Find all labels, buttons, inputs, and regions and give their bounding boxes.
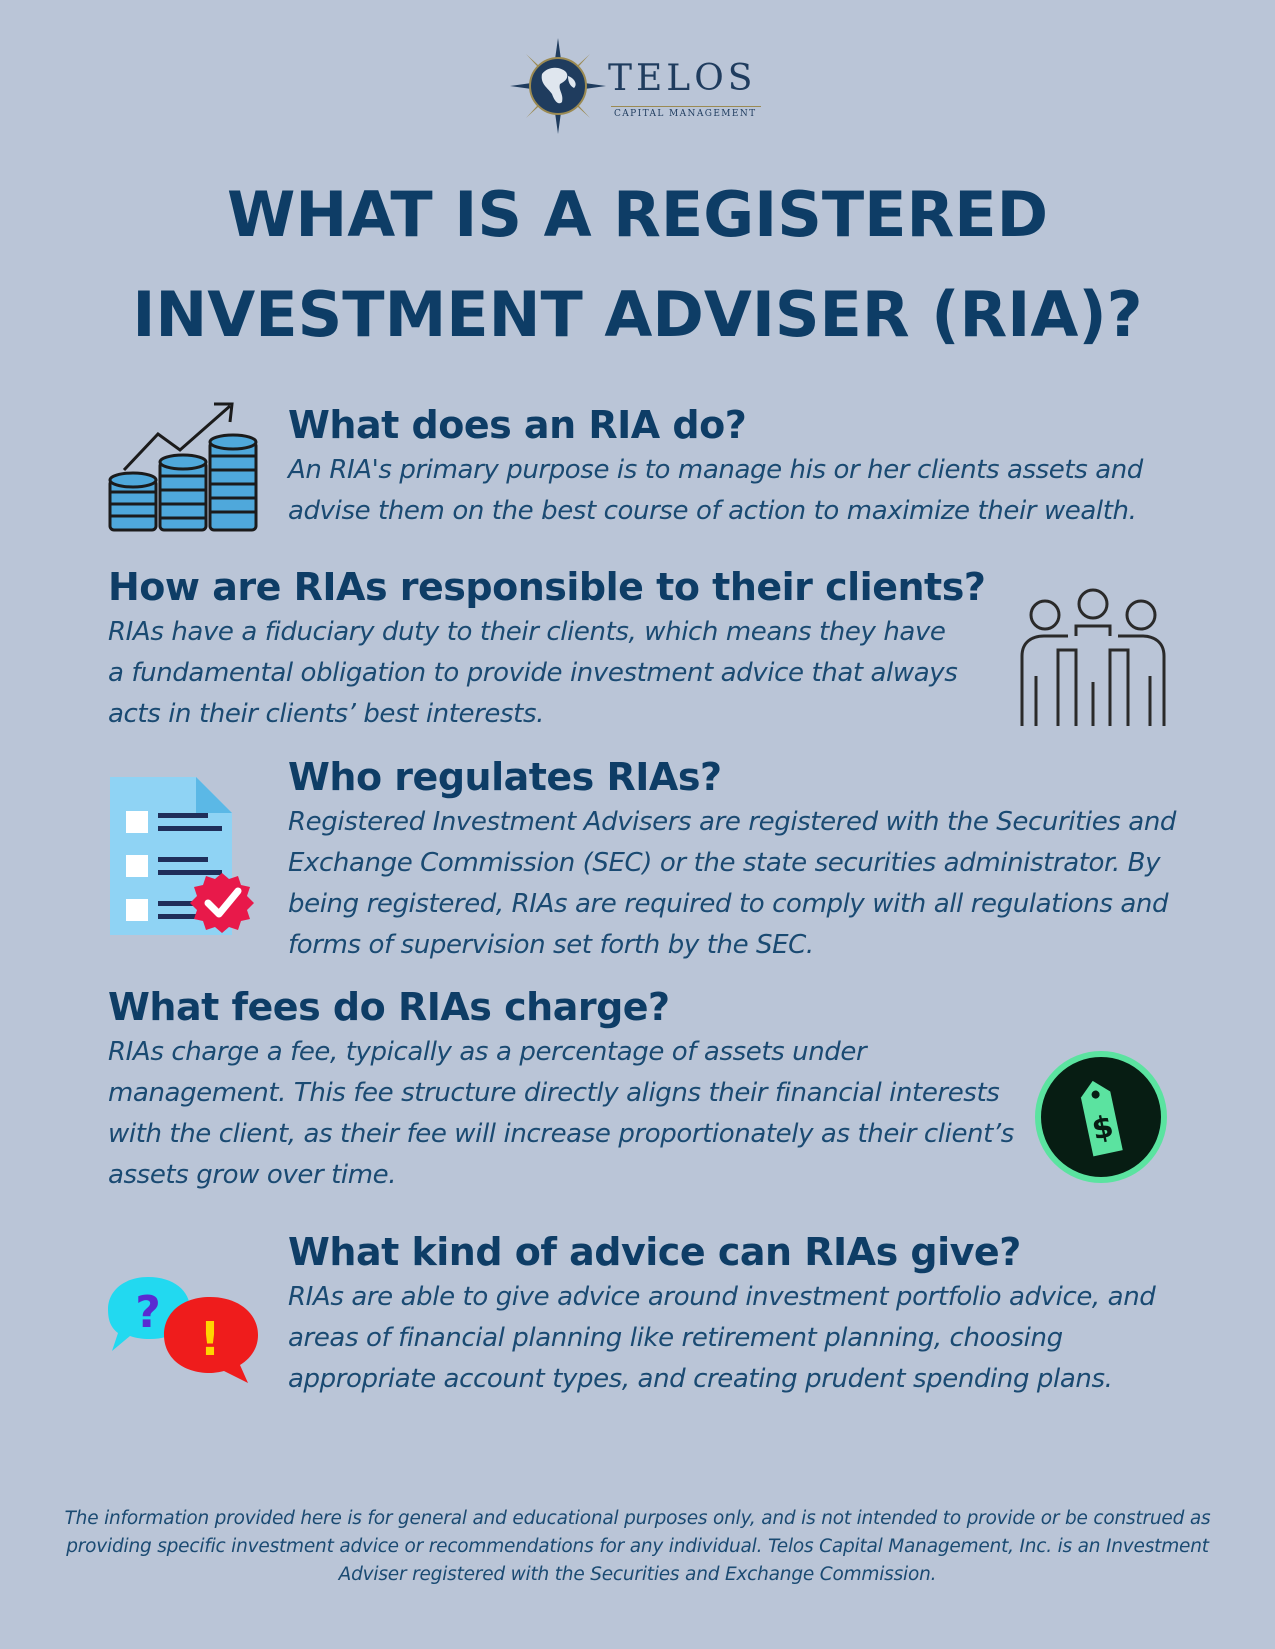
brand-subtitle: CAPITAL MANAGEMENT — [614, 109, 757, 119]
people-group-icon — [1018, 586, 1168, 728]
section-responsibility — [108, 562, 988, 735]
speech-bubbles-icon — [108, 1275, 260, 1385]
coins-growth-icon — [106, 400, 262, 534]
section-who-regulates — [288, 752, 1188, 966]
section-heading: What fees do RIAs charge? — [108, 985, 670, 1029]
section-fees — [108, 982, 1014, 1196]
section-heading: What kind of advice can RIAs give? — [288, 1230, 1021, 1274]
compass-globe-icon — [508, 36, 608, 136]
brand-name: TELOS — [608, 58, 757, 99]
svg-text:!: ! — [199, 1312, 221, 1366]
svg-text:?: ? — [135, 1287, 161, 1338]
checklist-document-icon — [108, 775, 260, 950]
page-title-line-1: WHAT IS A REGISTERED — [226, 178, 1049, 251]
disclaimer: The information provided here is for general and educational purposes only, and is not intended to provide or be construed as providing specific investment advice or recommendations for any individual. Telos Capital Management, Inc. is an Investment Adviser registered with the Securities and Exchange Commission. — [64, 1508, 1211, 1585]
section-body: An RIA's primary purpose is to manage his or her clients assets and advise them on the best course of action to maximize their wealth. — [288, 455, 1143, 526]
section-heading: How are RIAs responsible to their clients? — [108, 565, 986, 609]
section-body: RIAs are able to give advice around investment portfolio advice, and areas of financial planning like retirement planning, choosing appropriate account types, and creating prudent spending plans. — [288, 1282, 1156, 1394]
section-body: RIAs have a fiduciary duty to their clients, which means they have a fundamental obligation to provide investment advice that always acts in their clients’ best interests. — [108, 617, 958, 729]
svg-text:$: $ — [1088, 1109, 1117, 1148]
section-body: Registered Investment Advisers are registered with the Securities and Exchange Commission (SEC) or the state securities administrator. By being registered, RIAs are required to comply with all regulations and forms of supervision set forth by the SEC. — [288, 807, 1177, 960]
section-advice — [288, 1227, 1188, 1400]
price-tag-icon — [1034, 1050, 1168, 1184]
section-heading: What does an RIA do? — [288, 403, 747, 447]
telos-logo — [508, 36, 768, 136]
section-body: RIAs charge a fee, typically as a percentage of assets under management. This fee structure directly aligns their financial interests with the client, as their fee will increase proportionately as their client’s assets grow over time. — [108, 1037, 1014, 1190]
brand-divider — [611, 106, 761, 107]
page-title-line-2: INVESTMENT ADVISER (RIA)? — [132, 278, 1143, 351]
section-what-does-ria-do — [288, 400, 1188, 532]
section-heading: Who regulates RIAs? — [288, 755, 722, 799]
page-title — [0, 165, 1275, 365]
